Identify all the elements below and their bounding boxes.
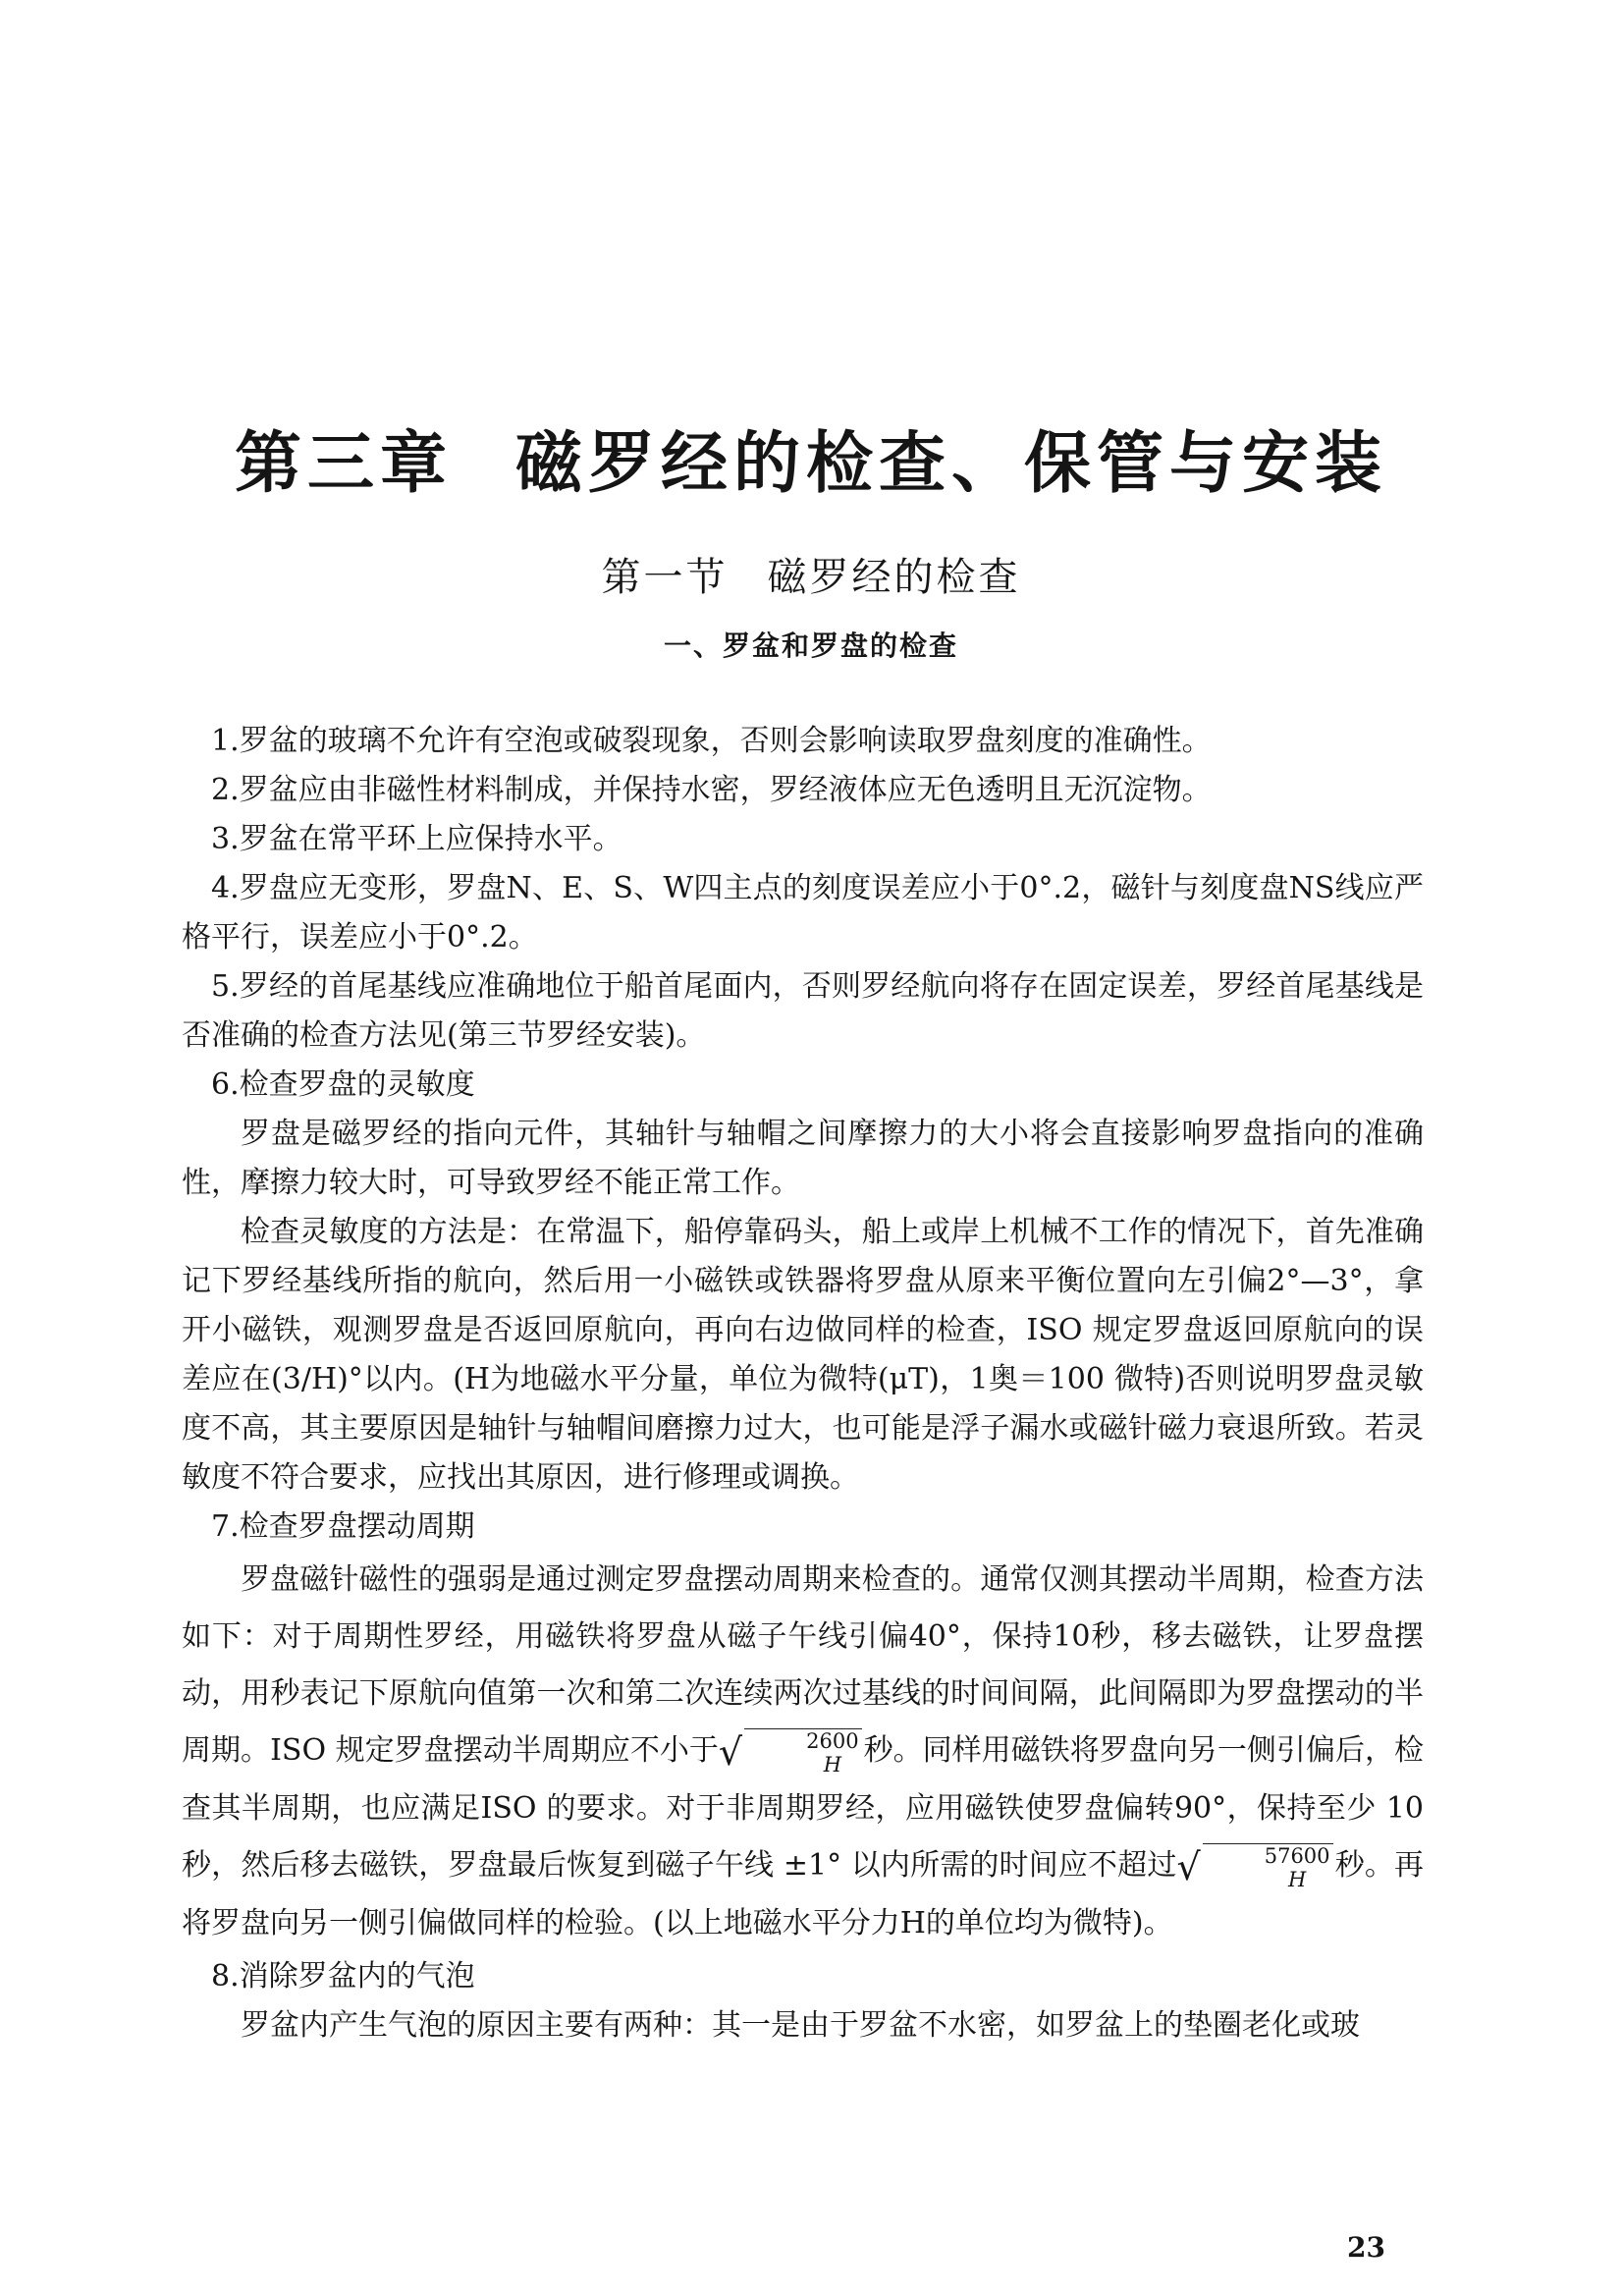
chapter-name: 磁罗经的检查、保管与安装 <box>515 424 1388 503</box>
paragraph-6b: 检查灵敏度的方法是：在常温下，船停靠码头，船上或岸上机械不工作的情况下，首先准确记下罗经基线所指的航向，然后用一小磁铁或铁器将罗盘从原来平衡位置向左引偏2°—3°，拿开小磁铁，观测罗盘是否返回原航向，再向右边做同样的检查，ISO 规定罗盘返回原航向的误差应在(3/H)°以内。(H为地磁水平分量，单位为微特(μT)，1奥＝100 微特)否则说明罗盘灵敏度不高，其主要原因是轴针与轴帽间磨擦力过大，也可能是浮子漏水或磁针磁力衰退所致。若灵敏度不符合要求，应找出其原因，进行修理或调换。 <box>182 1215 1424 1495</box>
chapter-title <box>0 410 1622 506</box>
list-item-6: 6.检查罗盘的灵敏度 <box>211 1067 475 1102</box>
subsection-title: 一、罗盆和罗盘的检查 <box>663 629 958 662</box>
section-name: 磁罗经的检查 <box>767 555 1021 600</box>
list-item-4: 4.罗盘应无变形，罗盘N、E、S、W四主点的刻度误差应小于0°.2，磁针与刻度盘NS线应严格平行，误差应小于0°.2。 <box>182 871 1424 955</box>
paragraph-6a: 罗盘是磁罗经的指向元件，其轴针与轴帽之间摩擦力的大小将会直接影响罗盘指向的准确性，摩擦力较大时，可导致罗经不能正常工作。 <box>182 1117 1424 1200</box>
body-text <box>182 717 1424 2050</box>
sqrt-sign: √ <box>1176 1845 1201 1888</box>
fraction-57600-over-h <box>1203 1843 1333 1891</box>
paragraph-7-text: 罗盘磁针磁性的强弱是通过测定罗盘摆动周期来检查的。通常仅测其摆动半周期，检查方法如下：对于周期性罗经，用磁铁将罗盘从磁子午线引偏40°，保持10秒，移去磁铁，让罗盘摆动，用秒表记下原航向值第一次和第二次连续两次过基线的时间间隔，此间隔即为罗盘摆动的半周期。ISO 规定罗盘摆动半周期应不小于 <box>182 1562 1424 1768</box>
page-number: 23 <box>1347 2231 1385 2264</box>
section-title <box>0 546 1622 602</box>
sqrt-sign: √ <box>718 1730 743 1774</box>
paragraph-7-end: 秒。再将罗盘向另一侧引偏做同样的检验。(以上地磁水平分力H的单位均为微特)。 <box>182 1848 1425 1941</box>
section-number: 第一节 <box>601 555 729 600</box>
paragraph-7-tail: 秒。同样用磁铁将罗盘向另一侧引偏后，检查其半周期，也应满足ISO 的要求。对于非周期罗经，应用磁铁使罗盘偏转90°，保持至少 10 秒，然后移去磁铁，罗盘最后恢复到磁子午线 ±1° 以内所需的时间应不超过 <box>182 1733 1424 1883</box>
list-item-7: 7.检查罗盘摆动周期 <box>211 1509 475 1544</box>
fraction-numerator: 2600 <box>744 1728 861 1753</box>
paragraph-8: 罗盆内产生气泡的原因主要有两种：其一是由于罗盆不水密，如罗盆上的垫圈老化或玻 <box>241 2008 1360 2043</box>
list-item-8: 8.消除罗盆内的气泡 <box>211 1959 475 1994</box>
list-item-2: 2.罗盆应由非磁性材料制成，并保持水密，罗经液体应无色透明且无沉淀物。 <box>211 773 1212 807</box>
list-item-5: 5.罗经的首尾基线应准确地位于船首尾面内，否则罗经航向将存在固定误差，罗经首尾基线是否准确的检查方法见(第三节罗经安装)。 <box>182 969 1424 1053</box>
chapter-number: 第三章 <box>234 424 453 503</box>
fraction-denominator: H <box>823 1752 842 1777</box>
fraction-2600-over-h <box>744 1728 861 1777</box>
list-item-1: 1.罗盆的玻璃不允许有空泡或破裂现象，否则会影响读取罗盘刻度的准确性。 <box>211 724 1212 758</box>
fraction-numerator: 57600 <box>1203 1843 1333 1868</box>
fraction-denominator: H <box>1287 1867 1307 1891</box>
paragraph-7 <box>182 1552 1424 1952</box>
list-item-3: 3.罗盆在常平环上应保持水平。 <box>211 822 622 856</box>
